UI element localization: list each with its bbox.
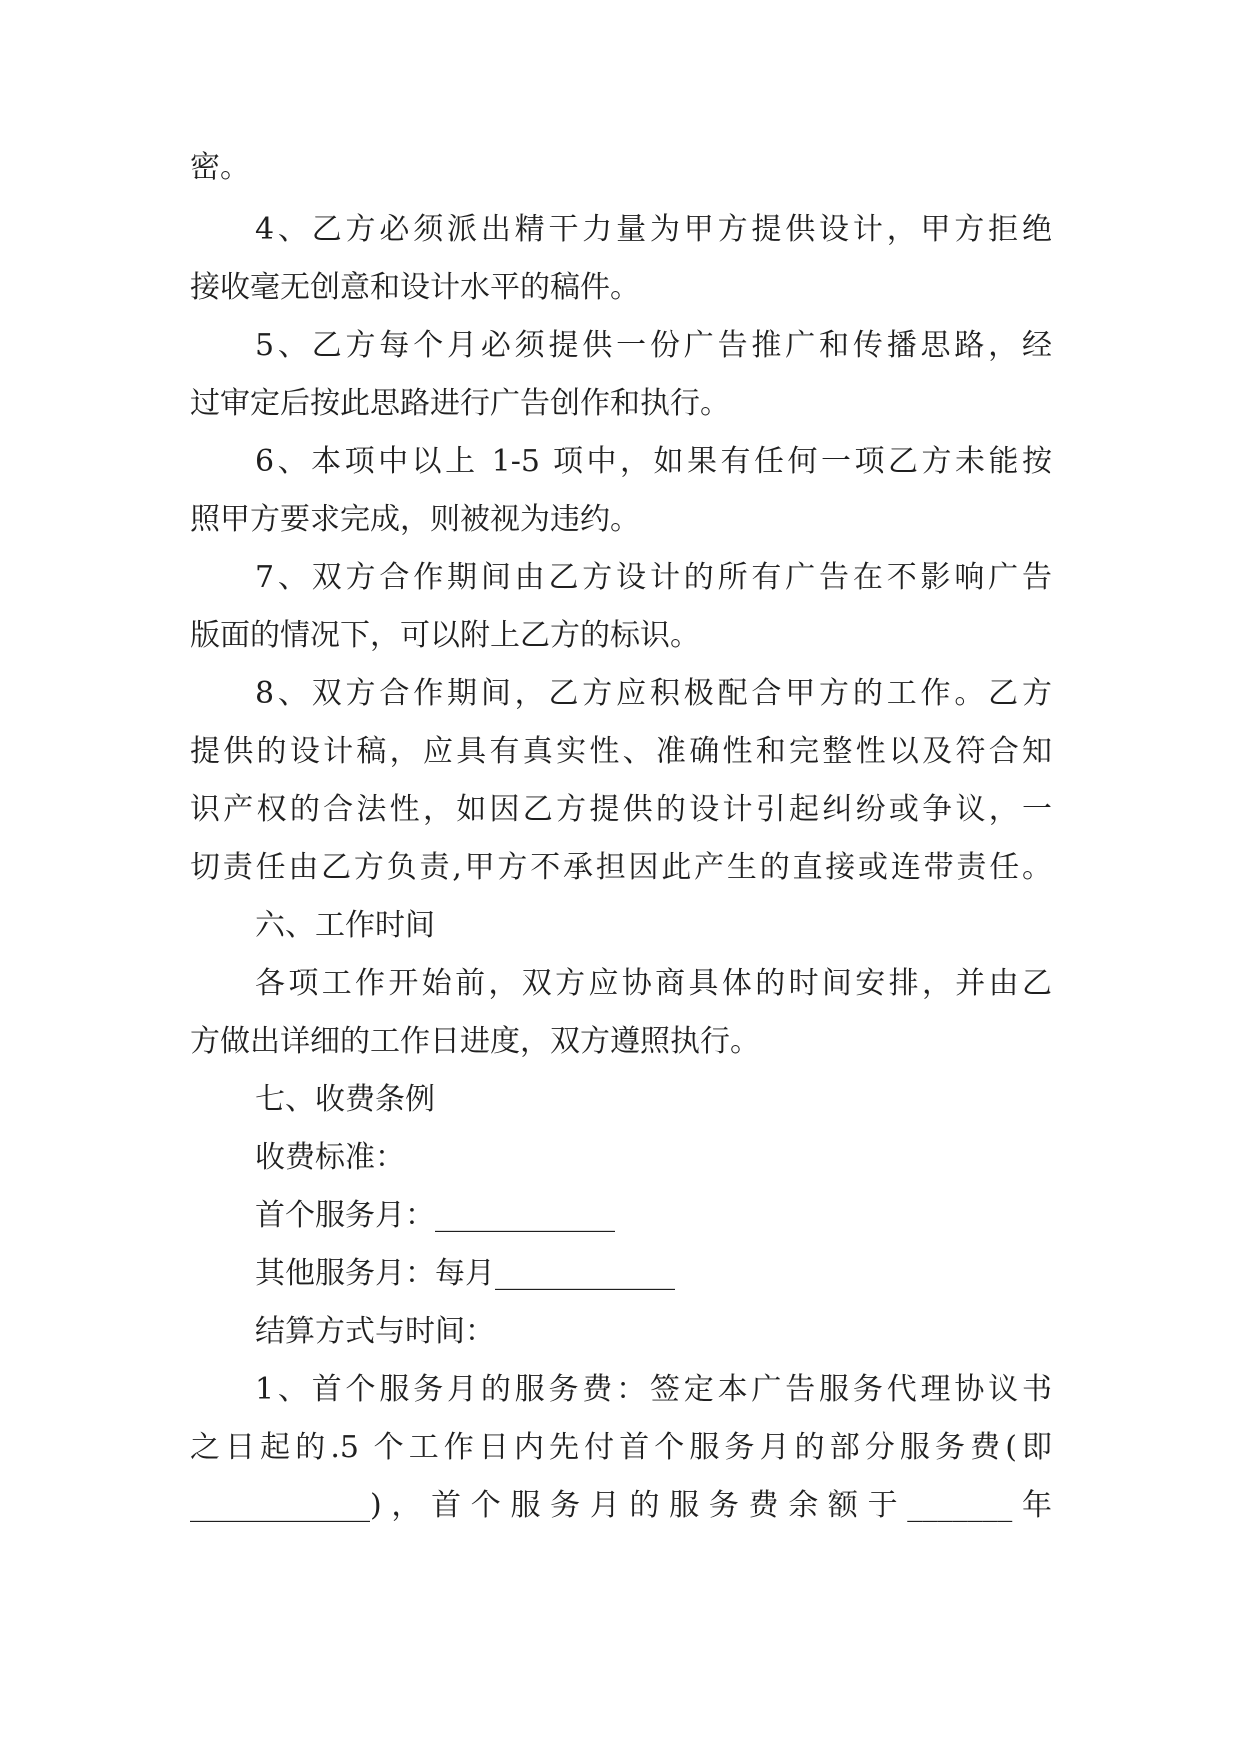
section-heading-fees: 七、收费条例 bbox=[255, 1082, 435, 1117]
other-month-fee-line: 其他服务月：每月____________ bbox=[255, 1256, 675, 1291]
clause-7-line: 7、双方合作期间由乙方设计的所有广告在不影响广告 bbox=[255, 560, 1052, 595]
text-line: 密。 bbox=[190, 150, 250, 185]
text-line: 识产权的合法性，如因乙方提供的设计引起纠纷或争议，一 bbox=[190, 792, 1052, 827]
text-line: 方做出详细的工作日进度，双方遵照执行。 bbox=[190, 1024, 760, 1059]
section-heading-work-time: 六、工作时间 bbox=[255, 908, 435, 943]
settlement-label: 结算方式与时间： bbox=[255, 1314, 495, 1349]
text-line: 之日起的.5 个工作日内先付首个服务月的部分服务费(即 bbox=[190, 1430, 1052, 1465]
clause-4-line: 4、乙方必须派出精干力量为甲方提供设计，甲方拒绝 bbox=[255, 212, 1052, 247]
text-line: 照甲方要求完成，则被视为违约。 bbox=[190, 502, 640, 537]
settlement-clause-1-line: 1、首个服务月的服务费：签定本广告服务代理协议书 bbox=[255, 1372, 1052, 1407]
text-line: 版面的情况下，可以附上乙方的标识。 bbox=[190, 618, 700, 653]
clause-6-line: 6、本项中以上 1-5 项中，如果有任何一项乙方未能按 bbox=[255, 444, 1052, 479]
fee-standard-label: 收费标准： bbox=[255, 1140, 405, 1175]
text-line: 过审定后按此思路进行广告创作和执行。 bbox=[190, 386, 730, 421]
first-month-fee-line: 首个服务月：____________ bbox=[255, 1198, 615, 1233]
clause-5-line: 5、乙方每个月必须提供一份广告推广和传播思路，经 bbox=[255, 328, 1052, 363]
text-line: 提供的设计稿，应具有真实性、准确性和完整性以及符合知 bbox=[190, 734, 1052, 769]
text-line: 各项工作开始前，双方应协商具体的时间安排，并由乙 bbox=[255, 966, 1052, 1001]
text-line: ____________)，首个服务月的服务费余额于_______年 bbox=[190, 1488, 1052, 1523]
text-line: 接收毫无创意和设计水平的稿件。 bbox=[190, 270, 640, 305]
text-line: 切责任由乙方负责,甲方不承担因此产生的直接或连带责任。 bbox=[190, 850, 1052, 885]
clause-8-line: 8、双方合作期间，乙方应积极配合甲方的工作。乙方 bbox=[255, 676, 1052, 711]
